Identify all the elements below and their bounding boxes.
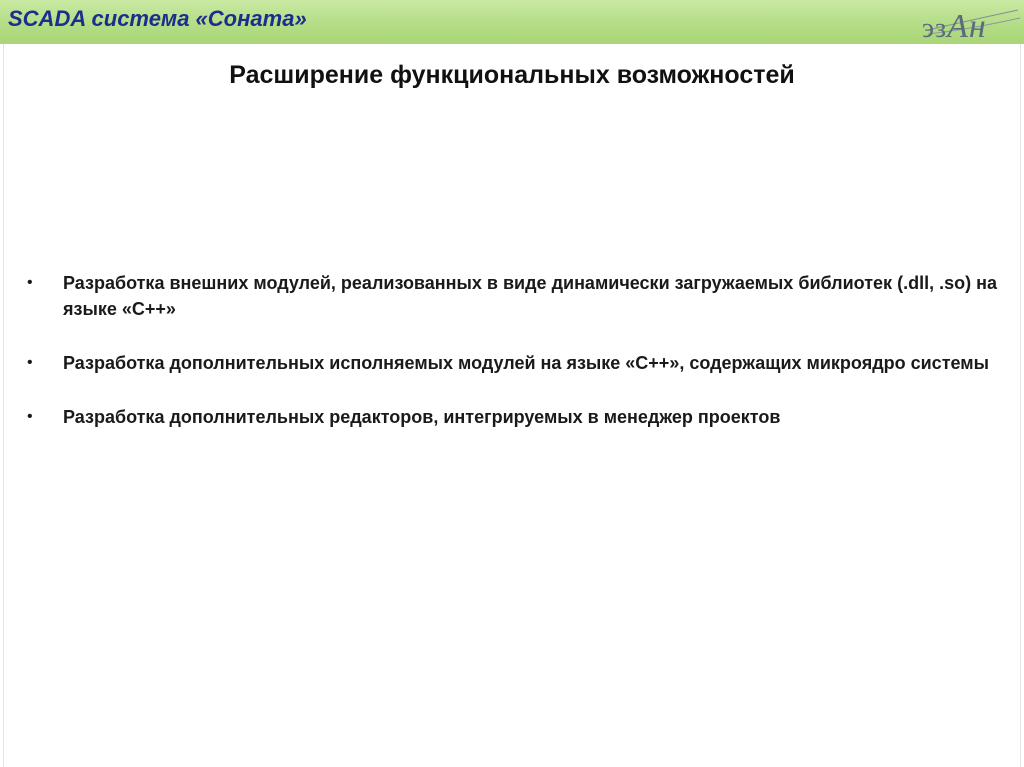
bullet-dot-icon: • bbox=[27, 354, 33, 371]
left-rule bbox=[3, 44, 4, 767]
bullet-dot-icon: • bbox=[27, 274, 33, 291]
logo-text-small: эз bbox=[922, 13, 948, 44]
logo-text bbox=[922, 8, 987, 46]
ezan-logo bbox=[922, 0, 1022, 44]
bullet-list bbox=[25, 270, 997, 458]
slide-title: Расширение функциональных возможностей bbox=[229, 61, 795, 89]
header-bar bbox=[0, 0, 1024, 44]
bullet-item-1 bbox=[25, 270, 997, 322]
right-rule bbox=[1020, 44, 1021, 767]
bullet-item-2 bbox=[25, 350, 997, 376]
bullet-text: Разработка дополнительных исполняемых модулей на языке «С++», содержащих микроядро системы bbox=[63, 353, 989, 373]
bullet-text: Разработка дополнительных редакторов, интегрируемых в менеджер проектов bbox=[63, 407, 781, 427]
header-title: SCADA система «Соната» bbox=[8, 6, 307, 31]
bullet-text: Разработка внешних модулей, реализованных в виде динамически загружаемых библиотек (.dll, .so) на языке «С++» bbox=[63, 273, 997, 319]
bullet-item-3 bbox=[25, 404, 997, 430]
logo-text-big: Ан bbox=[947, 8, 987, 45]
bullet-dot-icon: • bbox=[27, 408, 33, 425]
